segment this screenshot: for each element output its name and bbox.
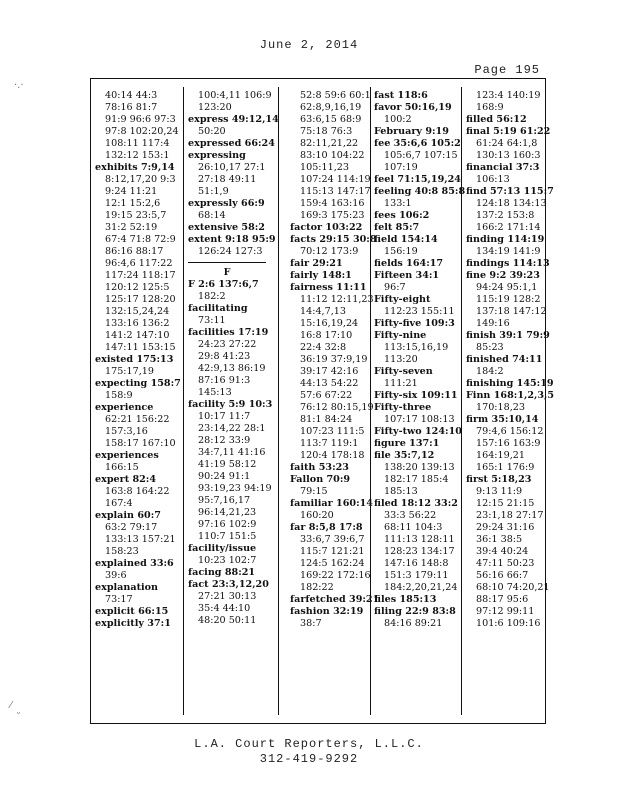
index-reference: 93:19,23 94:19 xyxy=(198,483,272,494)
index-reference: 105:11,23 xyxy=(300,162,350,173)
index-reference: 166:2 171:14 xyxy=(476,222,541,233)
index-headword: feeling 40:8 85:8 xyxy=(374,186,466,197)
index-reference: 88:17 95:6 xyxy=(476,594,529,605)
index-reference: 16:8 17:10 xyxy=(300,330,353,341)
index-reference: 73:17 xyxy=(105,594,133,605)
index-headword: file 35:7,12 xyxy=(374,450,435,461)
index-headword: findings 114:13 xyxy=(466,258,550,269)
index-reference: 27:21 30:13 xyxy=(198,591,257,602)
index-reference: 125:17 128:20 xyxy=(105,294,176,305)
index-reference: 23:14,22 28:1 xyxy=(198,423,266,434)
index-headword: finish 39:1 79:9 xyxy=(466,330,550,341)
index-reference: 100:2 xyxy=(384,114,412,125)
index-headword: extent 9:18 95:9 xyxy=(188,234,276,245)
index-headword: felt 85:7 xyxy=(374,222,420,233)
index-reference: 97:12 99:11 xyxy=(476,606,535,617)
index-headword: fast 118:6 xyxy=(374,90,428,101)
index-reference: 133:13 157:21 xyxy=(105,534,176,545)
index-headword: facility 5:9 10:3 xyxy=(188,399,273,410)
index-reference: 112:23 155:11 xyxy=(384,306,455,317)
index-reference: 138:20 139:13 xyxy=(384,462,455,473)
index-reference: 35:4 44:10 xyxy=(198,603,251,614)
index-headword: finishing 145:19 xyxy=(466,378,554,389)
index-reference: 157:3,16 xyxy=(105,426,148,437)
index-reference: 124:5 162:24 xyxy=(300,558,365,569)
index-reference: 73:11 xyxy=(198,315,226,326)
index-reference: 79:4,6 156:12 xyxy=(476,426,544,437)
index-reference: 113:20 xyxy=(384,354,418,365)
index-headword: Fifty-three xyxy=(374,402,432,413)
index-headword: Fifty-eight xyxy=(374,294,431,305)
index-headword: experiences xyxy=(95,450,159,461)
index-reference: 68:14 xyxy=(198,210,226,221)
index-headword: facing 88:21 xyxy=(188,567,256,578)
index-reference: 23:1,18 27:17 xyxy=(476,510,544,521)
index-reference: 130:13 160:3 xyxy=(476,150,541,161)
index-reference: 133:16 136:2 xyxy=(105,318,170,329)
index-reference: 67:4 71:8 72:9 xyxy=(105,234,176,245)
index-reference: 62:8,9,16,19 xyxy=(300,102,362,113)
index-reference: 111:21 xyxy=(384,378,418,389)
index-headword: far 8:5,8 17:8 xyxy=(290,522,363,533)
index-reference: 82:11,21,22 xyxy=(300,138,359,149)
index-reference: 113:7 119:1 xyxy=(300,438,359,449)
index-headword: expressing xyxy=(188,150,246,161)
index-reference: 164:19,21 xyxy=(476,450,526,461)
index-headword: fields 164:17 xyxy=(374,258,444,269)
index-reference: 40:14 44:3 xyxy=(105,90,158,101)
index-reference: 117:24 118:17 xyxy=(105,270,176,281)
index-reference: 163:8 164:22 xyxy=(105,486,170,497)
index-headword: final 5:19 61:22 xyxy=(466,126,551,137)
index-reference: 84:16 89:21 xyxy=(384,618,443,629)
index-headword: familiar 160:14 xyxy=(290,498,373,509)
index-reference: 39:6 xyxy=(105,570,127,581)
index-headword: express 49:12,14 xyxy=(188,114,279,125)
transcript-date: June 2, 2014 xyxy=(259,38,359,52)
index-reference: 96:4,6 117:22 xyxy=(105,258,173,269)
index-reference: 57:6 67:22 xyxy=(300,390,353,401)
index-column-1 xyxy=(95,90,189,630)
index-reference: 185:13 xyxy=(384,486,418,497)
index-column-5 xyxy=(466,90,560,630)
index-reference: 158:9 xyxy=(105,390,133,401)
index-reference: 48:20 50:11 xyxy=(198,615,257,626)
index-reference: 44:13 54:22 xyxy=(300,378,359,389)
index-reference: 132:15,24,24 xyxy=(105,306,170,317)
index-headword: exhibits 7:9,14 xyxy=(95,162,175,173)
index-headword: explanation xyxy=(95,582,159,593)
index-headword: expressly 66:9 xyxy=(188,198,265,209)
index-reference: 39:17 42:16 xyxy=(300,366,359,377)
index-reference: 97:16 102:9 xyxy=(198,519,257,530)
index-table xyxy=(90,78,555,724)
index-reference: 184:2,20,21,24 xyxy=(384,582,458,593)
index-reference: 95:7,16,17 xyxy=(198,495,251,506)
index-reference: 26:10,17 27:1 xyxy=(198,162,266,173)
index-reference: 81:1 84:24 xyxy=(300,414,353,425)
index-headword: Fifty-five 109:3 xyxy=(374,318,455,329)
index-reference: 106:13 xyxy=(476,174,510,185)
index-reference: 182:17 185:4 xyxy=(384,474,449,485)
index-headword: filed 18:12 33:2 xyxy=(374,498,458,509)
index-reference: 107:19 xyxy=(384,162,418,173)
index-reference: 113:15,16,19 xyxy=(384,342,449,353)
index-reference: 133:1 xyxy=(384,198,412,209)
index-reference: 123:4 140:19 xyxy=(476,90,541,101)
index-reference: 94:24 95:1,1 xyxy=(476,282,538,293)
index-headword: filled 56:12 xyxy=(466,114,527,125)
index-reference: 56:16 66:7 xyxy=(476,570,529,581)
index-reference: 61:24 64:1,8 xyxy=(476,138,538,149)
index-headword: farfetched 39:21 xyxy=(290,594,380,605)
index-headword: files 185:13 xyxy=(374,594,437,605)
index-reference: 27:18 49:11 xyxy=(198,174,257,185)
index-reference: 158:17 167:10 xyxy=(105,438,176,449)
index-reference: 62:21 156:22 xyxy=(105,414,170,425)
index-reference: 169:3 175:23 xyxy=(300,210,365,221)
index-headword: fact 23:3,12,20 xyxy=(188,579,269,590)
index-reference: 78:16 81:7 xyxy=(105,102,158,113)
index-reference: 170:18,23 xyxy=(476,402,526,413)
index-headword: expecting 158:7 xyxy=(95,378,181,389)
index-reference: 39:4 40:24 xyxy=(476,546,529,557)
index-reference: 51:1,9 xyxy=(198,186,229,197)
index-reference: 14:4,7,13 xyxy=(300,306,346,317)
index-reference: 12:1 15:2,6 xyxy=(105,198,161,209)
index-reference: 115:13 147:17 xyxy=(300,186,371,197)
index-reference: 33:3 56:22 xyxy=(384,510,437,521)
index-headword: Finn 168:1,2,3,5 xyxy=(466,390,555,401)
index-headword: F 2:6 137:6,7 xyxy=(188,279,259,290)
index-reference: 137:18 147:12 xyxy=(476,306,547,317)
index-reference: 38:7 xyxy=(300,618,322,629)
index-reference: 42:9,13 86:19 xyxy=(198,363,266,374)
index-reference: 86:16 88:17 xyxy=(105,246,164,257)
index-reference: 182:2 xyxy=(198,291,226,302)
index-reference: 105:6,7 107:15 xyxy=(384,150,458,161)
index-headword: explain 60:7 xyxy=(95,510,161,521)
index-reference: 149:16 xyxy=(476,318,510,329)
index-headword: first 5:18,23 xyxy=(466,474,532,485)
index-reference: 108:11 117:4 xyxy=(105,138,170,149)
index-reference: 52:8 59:6 60:1 xyxy=(300,90,371,101)
index-reference: 145:13 xyxy=(198,387,232,398)
index-reference: 100:4,11 106:9 xyxy=(198,90,272,101)
section-letter: F xyxy=(188,262,266,279)
index-headword: fair 29:21 xyxy=(290,258,343,269)
index-reference: 167:4 xyxy=(105,498,133,509)
index-reference: 165:1 176:9 xyxy=(476,462,535,473)
index-headword: fine 9:2 39:23 xyxy=(466,270,540,281)
index-reference: 12:15 21:15 xyxy=(476,498,535,509)
index-reference: 22:4 32:8 xyxy=(300,342,347,353)
index-headword: Fifty-two 124:10 xyxy=(374,426,462,437)
index-headword: filing 22:9 83:8 xyxy=(374,606,456,617)
index-headword: faith 53:23 xyxy=(290,462,349,473)
index-reference: 9:13 11:9 xyxy=(476,486,523,497)
index-reference: 147:16 148:8 xyxy=(384,558,449,569)
index-reference: 85:23 xyxy=(476,342,504,353)
index-column-3 xyxy=(290,90,384,630)
index-headword: fairly 148:1 xyxy=(290,270,352,281)
index-reference: 31:2 52:19 xyxy=(105,222,158,233)
index-headword: experience xyxy=(95,402,154,413)
index-reference: 19:15 23:5,7 xyxy=(105,210,167,221)
index-reference: 87:16 91:3 xyxy=(198,375,251,386)
index-reference: 96:7 xyxy=(384,282,406,293)
index-reference: 79:15 xyxy=(300,486,328,497)
index-reference: 8:12,17,20 9:3 xyxy=(105,174,176,185)
index-reference: 169:22 172:16 xyxy=(300,570,371,581)
index-headword: figure 137:1 xyxy=(374,438,440,449)
index-headword: facilities 17:19 xyxy=(188,327,269,338)
footer-company: L.A. Court Reporters, L.L.C. xyxy=(194,737,424,751)
index-headword: extensive 58:2 xyxy=(188,222,265,233)
scan-mark: ·.· xyxy=(14,80,24,91)
index-reference: 34:7,11 41:16 xyxy=(198,447,266,458)
index-headword: February 9:19 xyxy=(374,126,449,137)
index-reference: 134:19 141:9 xyxy=(476,246,541,257)
index-reference: 168:9 xyxy=(476,102,504,113)
index-reference: 47:11 50:23 xyxy=(476,558,535,569)
index-reference: 91:9 96:6 97:3 xyxy=(105,114,176,125)
index-reference: 160:20 xyxy=(300,510,334,521)
index-reference: 83:10 104:22 xyxy=(300,150,365,161)
index-reference: 158:23 xyxy=(105,546,139,557)
index-reference: 159:4 163:16 xyxy=(300,198,365,209)
index-reference: 184:2 xyxy=(476,366,504,377)
index-reference: 110:7 151:5 xyxy=(198,531,257,542)
index-reference: 97:8 102:20,24 xyxy=(105,126,179,137)
index-reference: 90:24 91:1 xyxy=(198,471,251,482)
index-headword: existed 175:13 xyxy=(95,354,174,365)
index-reference: 75:18 76:3 xyxy=(300,126,353,137)
index-headword: explicit 66:15 xyxy=(95,606,169,617)
index-reference: 123:20 xyxy=(198,102,232,113)
index-reference: 115:19 128:2 xyxy=(476,294,541,305)
index-headword: firm 35:10,14 xyxy=(466,414,539,425)
index-headword: finding 114:19 xyxy=(466,234,545,245)
index-headword: facts 29:15 30:8 xyxy=(290,234,377,245)
index-reference: 28:12 33:9 xyxy=(198,435,251,446)
index-reference: 124:18 134:13 xyxy=(476,198,547,209)
index-reference: 141:2 147:10 xyxy=(105,330,170,341)
index-reference: 137:2 153:8 xyxy=(476,210,535,221)
index-reference: 147:11 153:15 xyxy=(105,342,176,353)
index-headword: expert 82:4 xyxy=(95,474,157,485)
index-reference: 101:6 109:16 xyxy=(476,618,541,629)
index-headword: explained 33:6 xyxy=(95,558,174,569)
index-reference: 33:6,7 39:6,7 xyxy=(300,534,365,545)
index-reference: 156:19 xyxy=(384,246,418,257)
index-reference: 157:16 163:9 xyxy=(476,438,541,449)
page-number: Page 195 xyxy=(474,63,540,77)
index-reference: 126:24 127:3 xyxy=(198,246,263,257)
index-reference: 15:16,19,24 xyxy=(300,318,359,329)
index-reference: 29:24 31:16 xyxy=(476,522,535,533)
index-headword: finished 74:11 xyxy=(466,354,543,365)
index-reference: 63:6,15 68:9 xyxy=(300,114,362,125)
index-headword: factor 103:22 xyxy=(290,222,363,233)
index-headword: favor 50:16,19 xyxy=(374,102,452,113)
index-reference: 182:22 xyxy=(300,582,334,593)
index-headword: fairness 11:11 xyxy=(290,282,367,293)
index-reference: 10:23 102:7 xyxy=(198,555,257,566)
index-reference: 96:14,21,23 xyxy=(198,507,257,518)
index-reference: 10:17 11:7 xyxy=(198,411,251,422)
index-headword: find 57:13 115:7 xyxy=(466,186,554,197)
index-headword: fashion 32:19 xyxy=(290,606,364,617)
index-reference: 36:1 38:5 xyxy=(476,534,523,545)
scan-mark: ⁄ xyxy=(10,700,12,711)
index-column-4 xyxy=(374,90,468,630)
index-headword: Fifteen 34:1 xyxy=(374,270,440,281)
index-headword: facilitating xyxy=(188,303,248,314)
index-headword: fee 35:6,6 105:2 xyxy=(374,138,461,149)
index-headword: Fifty-seven xyxy=(374,366,433,377)
index-reference: 107:23 111:5 xyxy=(300,426,365,437)
index-reference: 120:4 178:18 xyxy=(300,450,365,461)
index-headword: expressed 66:24 xyxy=(188,138,275,149)
index-reference: 115:7 121:21 xyxy=(300,546,365,557)
index-reference: 63:2 79:17 xyxy=(105,522,158,533)
index-reference: 128:23 134:17 xyxy=(384,546,455,557)
footer-phone: 312-419-9292 xyxy=(259,752,359,766)
index-reference: 11:12 12:11,23 xyxy=(300,294,374,305)
index-reference: 29:8 41:23 xyxy=(198,351,251,362)
index-reference: 175:17,19 xyxy=(105,366,155,377)
index-headword: financial 37:3 xyxy=(466,162,540,173)
index-reference: 41:19 58:12 xyxy=(198,459,257,470)
index-headword: Fifty-six 109:11 xyxy=(374,390,458,401)
index-reference: 70:12 173:9 xyxy=(300,246,359,257)
index-reference: 132:12 153:1 xyxy=(105,150,170,161)
index-column-2 xyxy=(188,90,282,627)
index-headword: Fallon 70:9 xyxy=(290,474,351,485)
index-headword: feel 71:15,19,24 xyxy=(374,174,461,185)
index-reference: 107:17 108:13 xyxy=(384,414,455,425)
index-reference: 166:15 xyxy=(105,462,139,473)
index-reference: 120:12 125:5 xyxy=(105,282,170,293)
index-headword: facility/issue xyxy=(188,543,257,554)
index-headword: field 154:14 xyxy=(374,234,438,245)
index-reference: 76:12 80:15,19 xyxy=(300,402,374,413)
index-reference: 36:19 37:9,19 xyxy=(300,354,368,365)
index-reference: 68:11 104:3 xyxy=(384,522,443,533)
index-reference: 111:13 128:11 xyxy=(384,534,455,545)
index-reference: 9:24 11:21 xyxy=(105,186,158,197)
index-reference: 24:23 27:22 xyxy=(198,339,257,350)
index-headword: fees 106:2 xyxy=(374,210,430,221)
scan-mark: ˘ xyxy=(16,712,21,723)
index-reference: 151:3 179:11 xyxy=(384,570,449,581)
index-headword: Fifty-nine xyxy=(374,330,427,341)
index-reference: 107:24 114:19 xyxy=(300,174,371,185)
index-reference: 68:10 74:20,21 xyxy=(476,582,550,593)
index-headword: explicitly 37:1 xyxy=(95,618,171,629)
index-reference: 50:20 xyxy=(198,126,226,137)
